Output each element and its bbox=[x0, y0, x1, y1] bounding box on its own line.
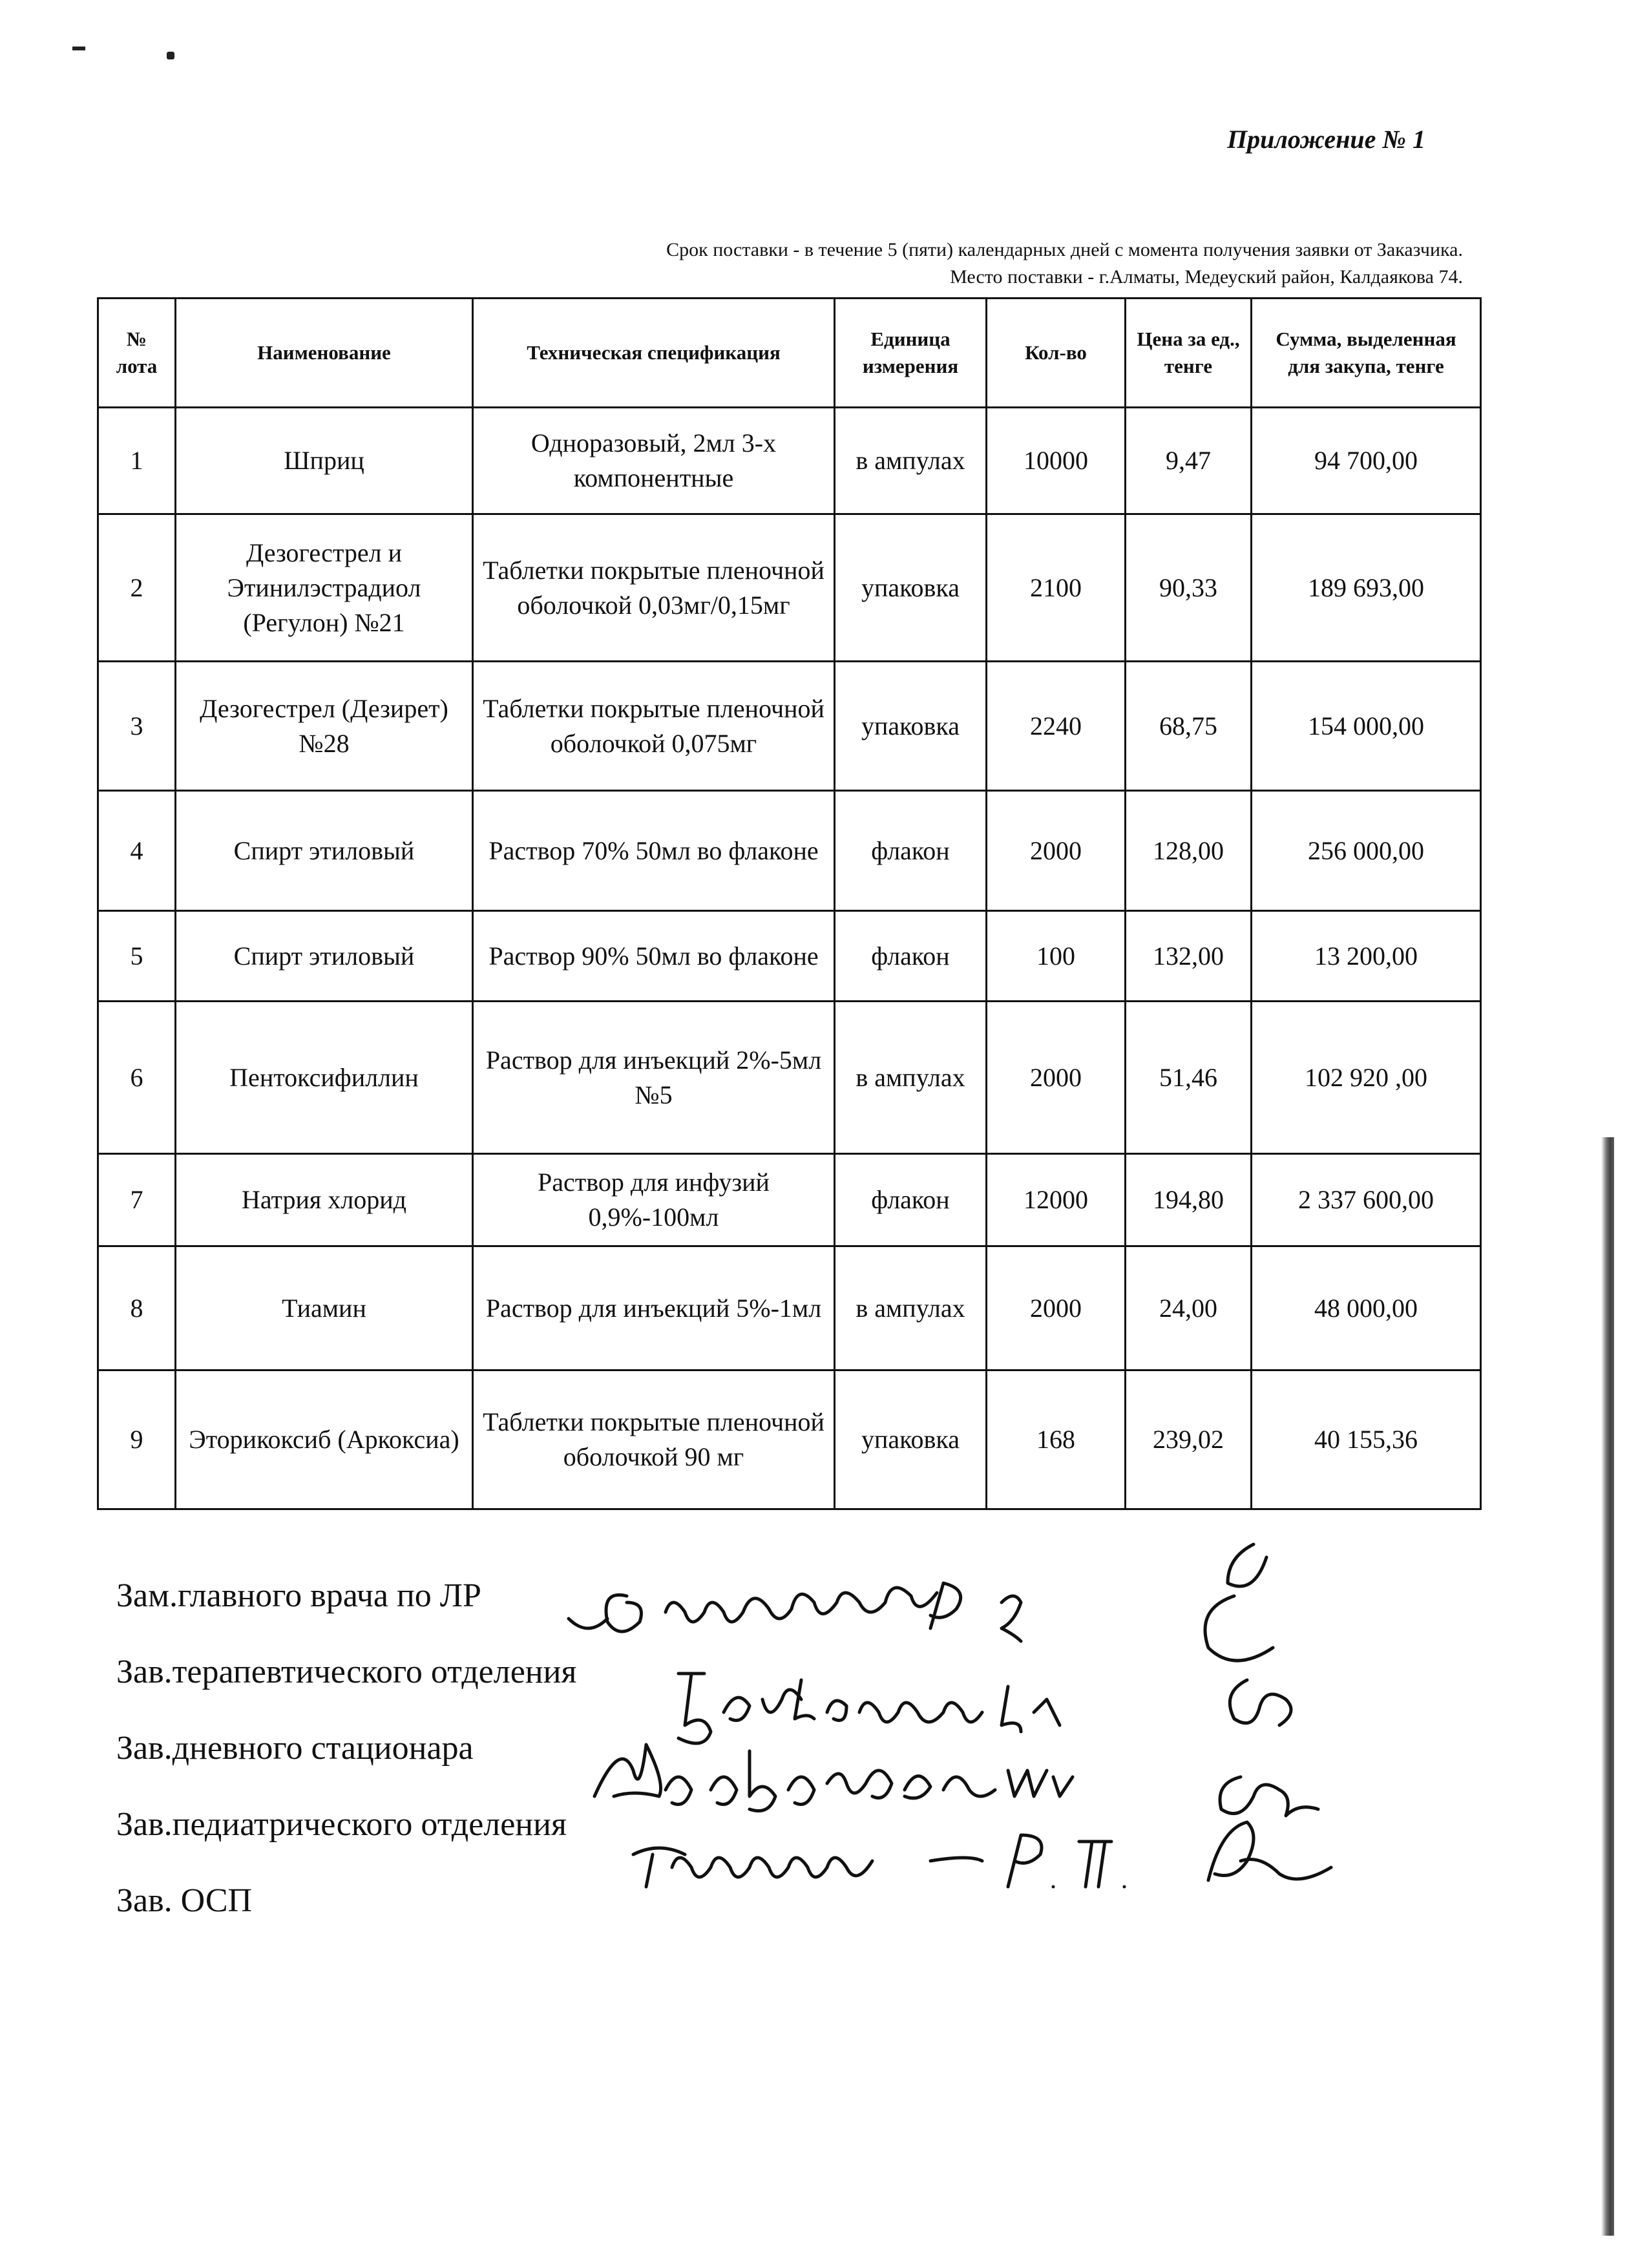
cell-total-sum: 48 000,00 bbox=[1252, 1246, 1481, 1370]
scan-edge-shadow bbox=[1601, 1137, 1614, 2236]
table-row bbox=[98, 1370, 1481, 1509]
cell-quantity: 2100 bbox=[987, 514, 1126, 662]
signer-title: Зав.терапевтического отделения bbox=[116, 1654, 577, 1690]
header-lot-number: № лота bbox=[98, 299, 176, 408]
signature-row bbox=[116, 1805, 576, 1882]
table-row bbox=[98, 408, 1481, 514]
cell-unit-price: 24,00 bbox=[1126, 1246, 1252, 1370]
table-row bbox=[98, 514, 1481, 662]
cell-quantity: 2240 bbox=[987, 662, 1126, 791]
signature-row bbox=[116, 1653, 576, 1729]
cell-specification: Раствор для инъекций 2%-5мл №5 bbox=[473, 1002, 835, 1154]
cell-unit: флакон bbox=[835, 911, 987, 1002]
header-total-sum: Сумма, выделенная для закупа, тенге bbox=[1252, 299, 1481, 408]
table-row bbox=[98, 791, 1481, 911]
cell-unit: в ампулах bbox=[835, 1246, 987, 1370]
cell-unit-price: 128,00 bbox=[1126, 791, 1252, 911]
cell-name: Эторикоксиб (Аркоксиа) bbox=[176, 1370, 473, 1509]
cell-unit: в ампулах bbox=[835, 1002, 987, 1154]
cell-total-sum: 102 920 ,00 bbox=[1252, 1002, 1481, 1154]
cell-specification: Раствор для инфузий 0,9%-100мл bbox=[473, 1154, 835, 1246]
signature-row bbox=[116, 1882, 576, 1958]
cell-unit-price: 9,47 bbox=[1126, 408, 1252, 514]
signer-title: Зам.главного врача по ЛР bbox=[116, 1577, 481, 1614]
cell-total-sum: 94 700,00 bbox=[1252, 408, 1481, 514]
cell-unit: упаковка bbox=[835, 514, 987, 662]
cell-unit-price: 51,46 bbox=[1126, 1002, 1252, 1154]
cell-lot-number: 5 bbox=[98, 911, 176, 1002]
cell-unit-price: 90,33 bbox=[1126, 514, 1252, 662]
cell-unit-price: 239,02 bbox=[1126, 1370, 1252, 1509]
cell-specification: Раствор 70% 50мл во флаконе bbox=[473, 791, 835, 911]
cell-unit: упаковка bbox=[835, 662, 987, 791]
cell-specification: Таблетки покрытые пленочной оболочкой 0,03мг/0,15мг bbox=[473, 514, 835, 662]
cell-total-sum: 256 000,00 bbox=[1252, 791, 1481, 911]
handwritten-signatures bbox=[556, 1518, 1460, 1919]
cell-quantity: 2000 bbox=[987, 1002, 1126, 1154]
cell-lot-number: 3 bbox=[98, 662, 176, 791]
cell-unit: флакон bbox=[835, 791, 987, 911]
cell-unit: в ампулах bbox=[835, 408, 987, 514]
cell-total-sum: 154 000,00 bbox=[1252, 662, 1481, 791]
cell-lot-number: 8 bbox=[98, 1246, 176, 1370]
appendix-label: Приложение № 1 bbox=[1226, 125, 1425, 154]
cell-lot-number: 6 bbox=[98, 1002, 176, 1154]
signature-block bbox=[116, 1577, 576, 1958]
header-quantity: Кол-во bbox=[987, 299, 1126, 408]
cell-unit-price: 68,75 bbox=[1126, 662, 1252, 791]
cell-name: Дезогестрел (Дезирет) №28 bbox=[176, 662, 473, 791]
cell-name: Дезогестрел и Этинилэстрадиол (Регулон) №21 bbox=[176, 514, 473, 662]
cell-name: Пентоксифиллин bbox=[176, 1002, 473, 1154]
header-unit: Единица измерения bbox=[835, 299, 987, 408]
cell-lot-number: 9 bbox=[98, 1370, 176, 1509]
cell-quantity: 168 bbox=[987, 1370, 1126, 1509]
specification-table bbox=[97, 297, 1482, 1510]
cell-total-sum: 189 693,00 bbox=[1252, 514, 1481, 662]
signature-row bbox=[116, 1729, 576, 1805]
cell-unit-price: 132,00 bbox=[1126, 911, 1252, 1002]
cell-quantity: 12000 bbox=[987, 1154, 1126, 1246]
cell-specification: Одноразовый, 2мл 3-х компонентные bbox=[473, 408, 835, 514]
table-row bbox=[98, 1154, 1481, 1246]
cell-unit: флакон bbox=[835, 1154, 987, 1246]
cell-total-sum: 2 337 600,00 bbox=[1252, 1154, 1481, 1246]
cell-quantity: 2000 bbox=[987, 1246, 1126, 1370]
scan-speck bbox=[167, 52, 174, 59]
cell-name: Спирт этиловый bbox=[176, 791, 473, 911]
cell-quantity: 100 bbox=[987, 911, 1126, 1002]
cell-quantity: 10000 bbox=[987, 408, 1126, 514]
cell-specification: Раствор 90% 50мл во флаконе bbox=[473, 911, 835, 1002]
cell-unit-price: 194,80 bbox=[1126, 1154, 1252, 1246]
signer-title: Зав.дневного стационара bbox=[116, 1730, 474, 1767]
header-name: Наименование bbox=[176, 299, 473, 408]
cell-specification: Таблетки покрытые пленочной оболочкой 90 мг bbox=[473, 1370, 835, 1509]
cell-specification: Таблетки покрытые пленочной оболочкой 0,075мг bbox=[473, 662, 835, 791]
cell-name: Натрия хлорид bbox=[176, 1154, 473, 1246]
delivery-place: Место поставки - г.Алматы, Медеуский район, Калдаякова 74. bbox=[950, 266, 1463, 288]
cell-lot-number: 4 bbox=[98, 791, 176, 911]
cell-total-sum: 13 200,00 bbox=[1252, 911, 1481, 1002]
header-specification: Техническая спецификация bbox=[473, 299, 835, 408]
cell-name: Тиамин bbox=[176, 1246, 473, 1370]
scan-speck bbox=[72, 47, 85, 50]
table-row bbox=[98, 911, 1481, 1002]
table-row bbox=[98, 1002, 1481, 1154]
table-row bbox=[98, 1246, 1481, 1370]
cell-lot-number: 1 bbox=[98, 408, 176, 514]
signer-title: Зав. ОСП bbox=[116, 1882, 253, 1919]
cell-lot-number: 2 bbox=[98, 514, 176, 662]
cell-total-sum: 40 155,36 bbox=[1252, 1370, 1481, 1509]
signer-title: Зав.педиатрического отделения bbox=[116, 1806, 567, 1843]
cell-quantity: 2000 bbox=[987, 791, 1126, 911]
cell-name: Шприц bbox=[176, 408, 473, 514]
header-unit-price: Цена за ед., тенге bbox=[1126, 299, 1252, 408]
signature-row bbox=[116, 1577, 576, 1653]
table-header-row bbox=[98, 299, 1481, 408]
cell-unit: упаковка bbox=[835, 1370, 987, 1509]
cell-lot-number: 7 bbox=[98, 1154, 176, 1246]
table-row bbox=[98, 662, 1481, 791]
cell-specification: Раствор для инъекций 5%-1мл bbox=[473, 1246, 835, 1370]
cell-name: Спирт этиловый bbox=[176, 911, 473, 1002]
delivery-term: Срок поставки - в течение 5 (пяти) календарных дней с момента получения заявки от Заказчика. bbox=[666, 239, 1463, 260]
